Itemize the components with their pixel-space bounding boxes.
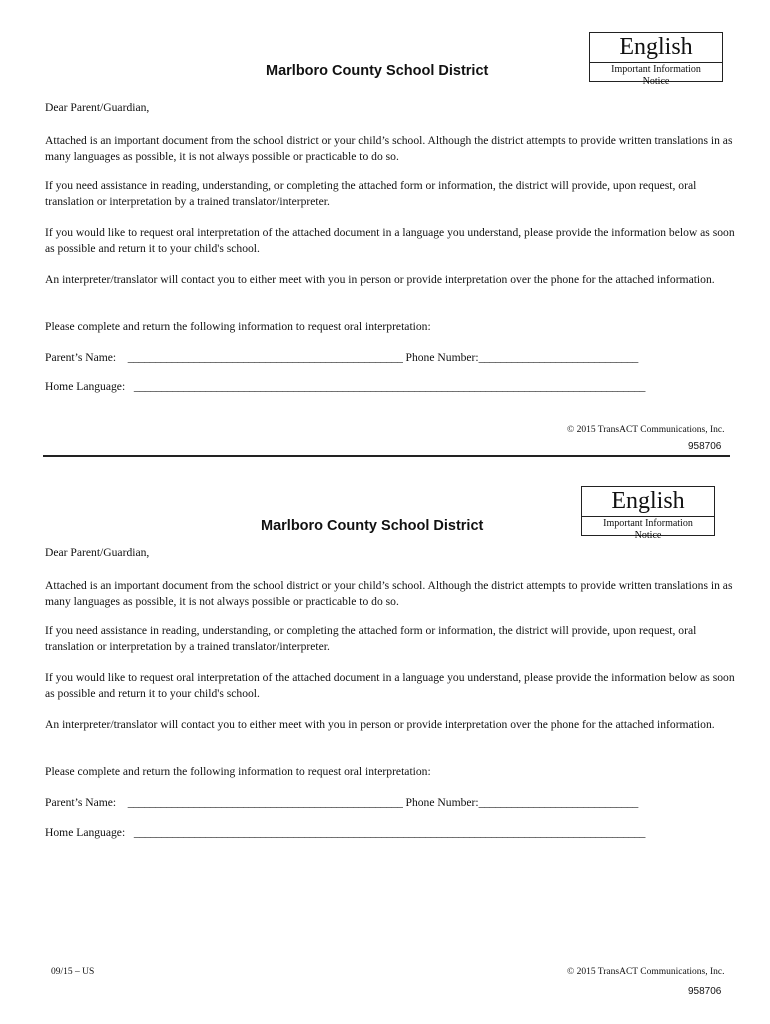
- home-language-row: [45, 379, 735, 395]
- paragraph-request: If you would like to request oral interpretation of the attached document in a language you understand, please provide the information below as soon as possible and return it to your child's school.: [45, 226, 735, 255]
- parent-name-field[interactable]: __________________________________________________: [127, 351, 403, 364]
- badge-language: English: [582, 487, 714, 517]
- copyright-notice: © 2015 TransACT Communications, Inc.: [567, 425, 725, 435]
- footer-form-number: 958706: [688, 986, 722, 997]
- paragraph-contact: An interpreter/translator will contact you to either meet with you in person or provide interpretation over the phone for the attached information.: [45, 718, 715, 731]
- form-number: 958706: [688, 441, 722, 452]
- paragraph-instructions: Please complete and return the following information to request oral interpretation:: [45, 320, 431, 333]
- home-language-label: Home Language:: [45, 380, 126, 393]
- paragraph-assistance: If you need assistance in reading, understanding, or completing the attached form or information, the district will provide, upon request, oral translation or interpretation by a trained translator/interpreter.: [45, 624, 697, 653]
- home-language-field[interactable]: _____________________________________________________________________________________________: [133, 826, 646, 839]
- district-title: Marlboro County School District: [266, 63, 489, 79]
- phone-number-label: Phone Number:: [405, 351, 479, 364]
- paragraph-contact: An interpreter/translator will contact you to either meet with you in person or provide interpretation over the phone for the attached information.: [45, 273, 715, 286]
- paragraph-intro: Attached is an important document from the school district or your child’s school. Although the district attempts to provide written translations in as many languages as possible, it is not always possible or practicable to do so.: [45, 579, 733, 608]
- badge-subtitle-line2: Notice: [634, 530, 662, 541]
- notice-bottom: [0, 456, 770, 886]
- parent-name-row: [45, 795, 735, 811]
- paragraph-request: If you would like to request oral interpretation of the attached document in a language you understand, please provide the information below as soon as possible and return it to your child's school.: [45, 671, 735, 700]
- badge-subtitle-line2: Notice: [642, 76, 670, 87]
- badge-subtitle-line1: Important Information: [611, 64, 701, 75]
- footer-revision: 09/15 – US: [51, 967, 95, 977]
- district-title: Marlboro County School District: [261, 518, 484, 534]
- parent-name-label: Parent’s Name:: [45, 796, 117, 809]
- parent-name-field[interactable]: __________________________________________________: [127, 796, 403, 809]
- notice-top: [0, 0, 770, 456]
- language-badge: [589, 32, 723, 87]
- footer-copyright: © 2015 TransACT Communications, Inc.: [567, 967, 725, 977]
- home-language-label: Home Language:: [45, 826, 126, 839]
- paragraph-instructions: Please complete and return the following information to request oral interpretation:: [45, 765, 431, 778]
- badge-language: English: [590, 33, 722, 63]
- badge-subtitle-line1: Important Information: [603, 518, 693, 529]
- phone-number-field[interactable]: _____________________________: [478, 351, 639, 364]
- paragraph-intro: Attached is an important document from the school district or your child’s school. Although the district attempts to provide written translations in as many languages as possible, it is not always possible or practicable to do so.: [45, 134, 733, 163]
- parent-name-label: Parent’s Name:: [45, 351, 117, 364]
- greeting: Dear Parent/Guardian,: [45, 546, 150, 559]
- phone-number-field[interactable]: _____________________________: [478, 796, 639, 809]
- home-language-field[interactable]: _____________________________________________________________________________________________: [133, 380, 646, 393]
- paragraph-assistance: If you need assistance in reading, understanding, or completing the attached form or information, the district will provide, upon request, oral translation or interpretation by a trained translator/interpreter.: [45, 179, 697, 208]
- home-language-row: [45, 825, 735, 841]
- phone-number-label: Phone Number:: [405, 796, 479, 809]
- greeting: Dear Parent/Guardian,: [45, 101, 150, 114]
- language-badge: [581, 486, 715, 541]
- parent-name-row: [45, 350, 735, 366]
